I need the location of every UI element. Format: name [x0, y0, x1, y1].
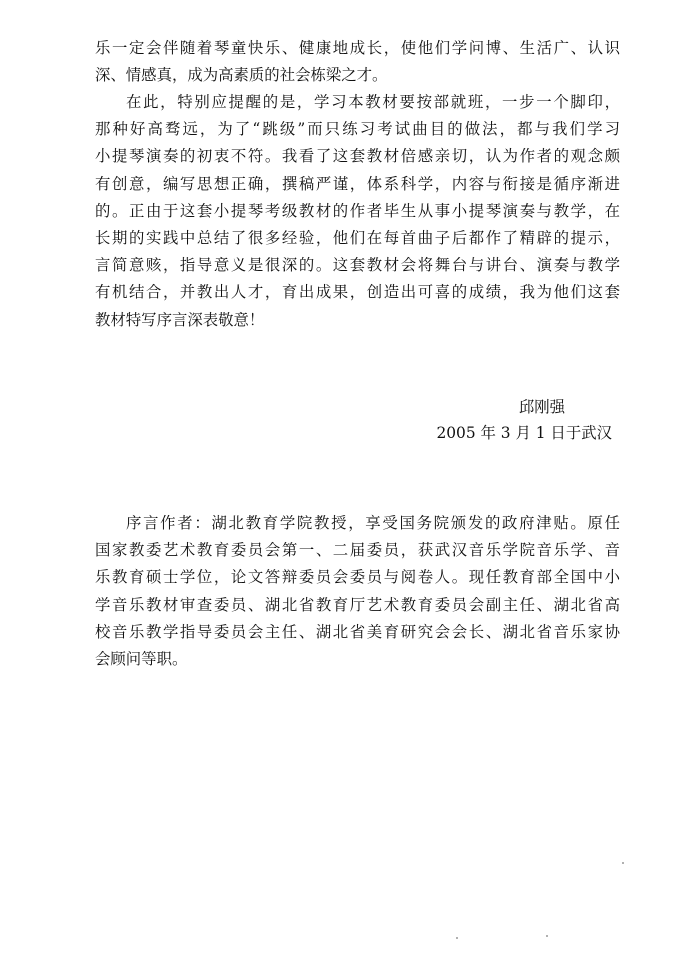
author-note [95, 510, 620, 673]
signature-name: 邱刚强 [518, 398, 565, 416]
text-line: 言简意赅，指导意义是很深的。这套教材会将舞台与讲台、演奏与教学 [95, 256, 620, 275]
paragraph-continuation [95, 35, 620, 89]
text-line: 序言作者：湖北教育学院教授，享受国务院颁发的政府津贴。原任 [126, 514, 620, 532]
text-line: 那种好高骛远，为了“跳级”而只练习考试曲目的做法，都与我们学习 [95, 120, 620, 139]
text-line: 乐一定会伴随着琴童快乐、健康地成长，使他们学问博、生活广、认识 [95, 39, 620, 57]
text-line: 有创意，编写思想正确，撰稿严谨，体系科学，内容与衔接是循序渐进 [95, 174, 620, 193]
signature-date: 2005 年 3 月 1 日于武汉 [436, 424, 612, 442]
text-line: 长期的实践中总结了很多经验，他们在每首曲子后都作了精辟的提示， [95, 229, 620, 248]
text-line: 会顾问等职。 [95, 650, 188, 669]
text-line: 在此，特别应提醒的是，学习本教材要按部就班，一步一个脚印， [126, 93, 620, 111]
paragraph-reminder [95, 89, 620, 334]
text-line: 乐教育硕士学位，论文答辩委员会委员与阅卷人。现任教育部全国中小 [95, 568, 620, 587]
scan-speck [456, 937, 458, 939]
text-line: 的。正由于这套小提琴考级教材的作者毕生从事小提琴演奏与教学，在 [95, 201, 620, 220]
text-line: 小提琴演奏的初衷不符。我看了这套教材倍感亲切，认为作者的观念颇 [95, 147, 620, 166]
text-line: 教材特写序言深表敬意！ [95, 310, 265, 329]
text-line: 有机结合，并教出人才，育出成果，创造出可喜的成绩，我为他们这套 [95, 283, 620, 302]
text-line: 校音乐教学指导委员会主任、湖北省美育研究会会长、湖北省音乐家协 [95, 622, 620, 641]
text-line: 国家教委艺术教育委员会第一、二届委员，获武汉音乐学院音乐学、音 [95, 541, 620, 560]
text-line: 学音乐教材审查委员、湖北省教育厅艺术教育委员会副主任、湖北省高 [95, 595, 620, 614]
scan-speck [546, 935, 548, 937]
scan-speck [622, 862, 624, 864]
text-line: 深、情感真，成为高素质的社会栋梁之才。 [95, 66, 388, 85]
